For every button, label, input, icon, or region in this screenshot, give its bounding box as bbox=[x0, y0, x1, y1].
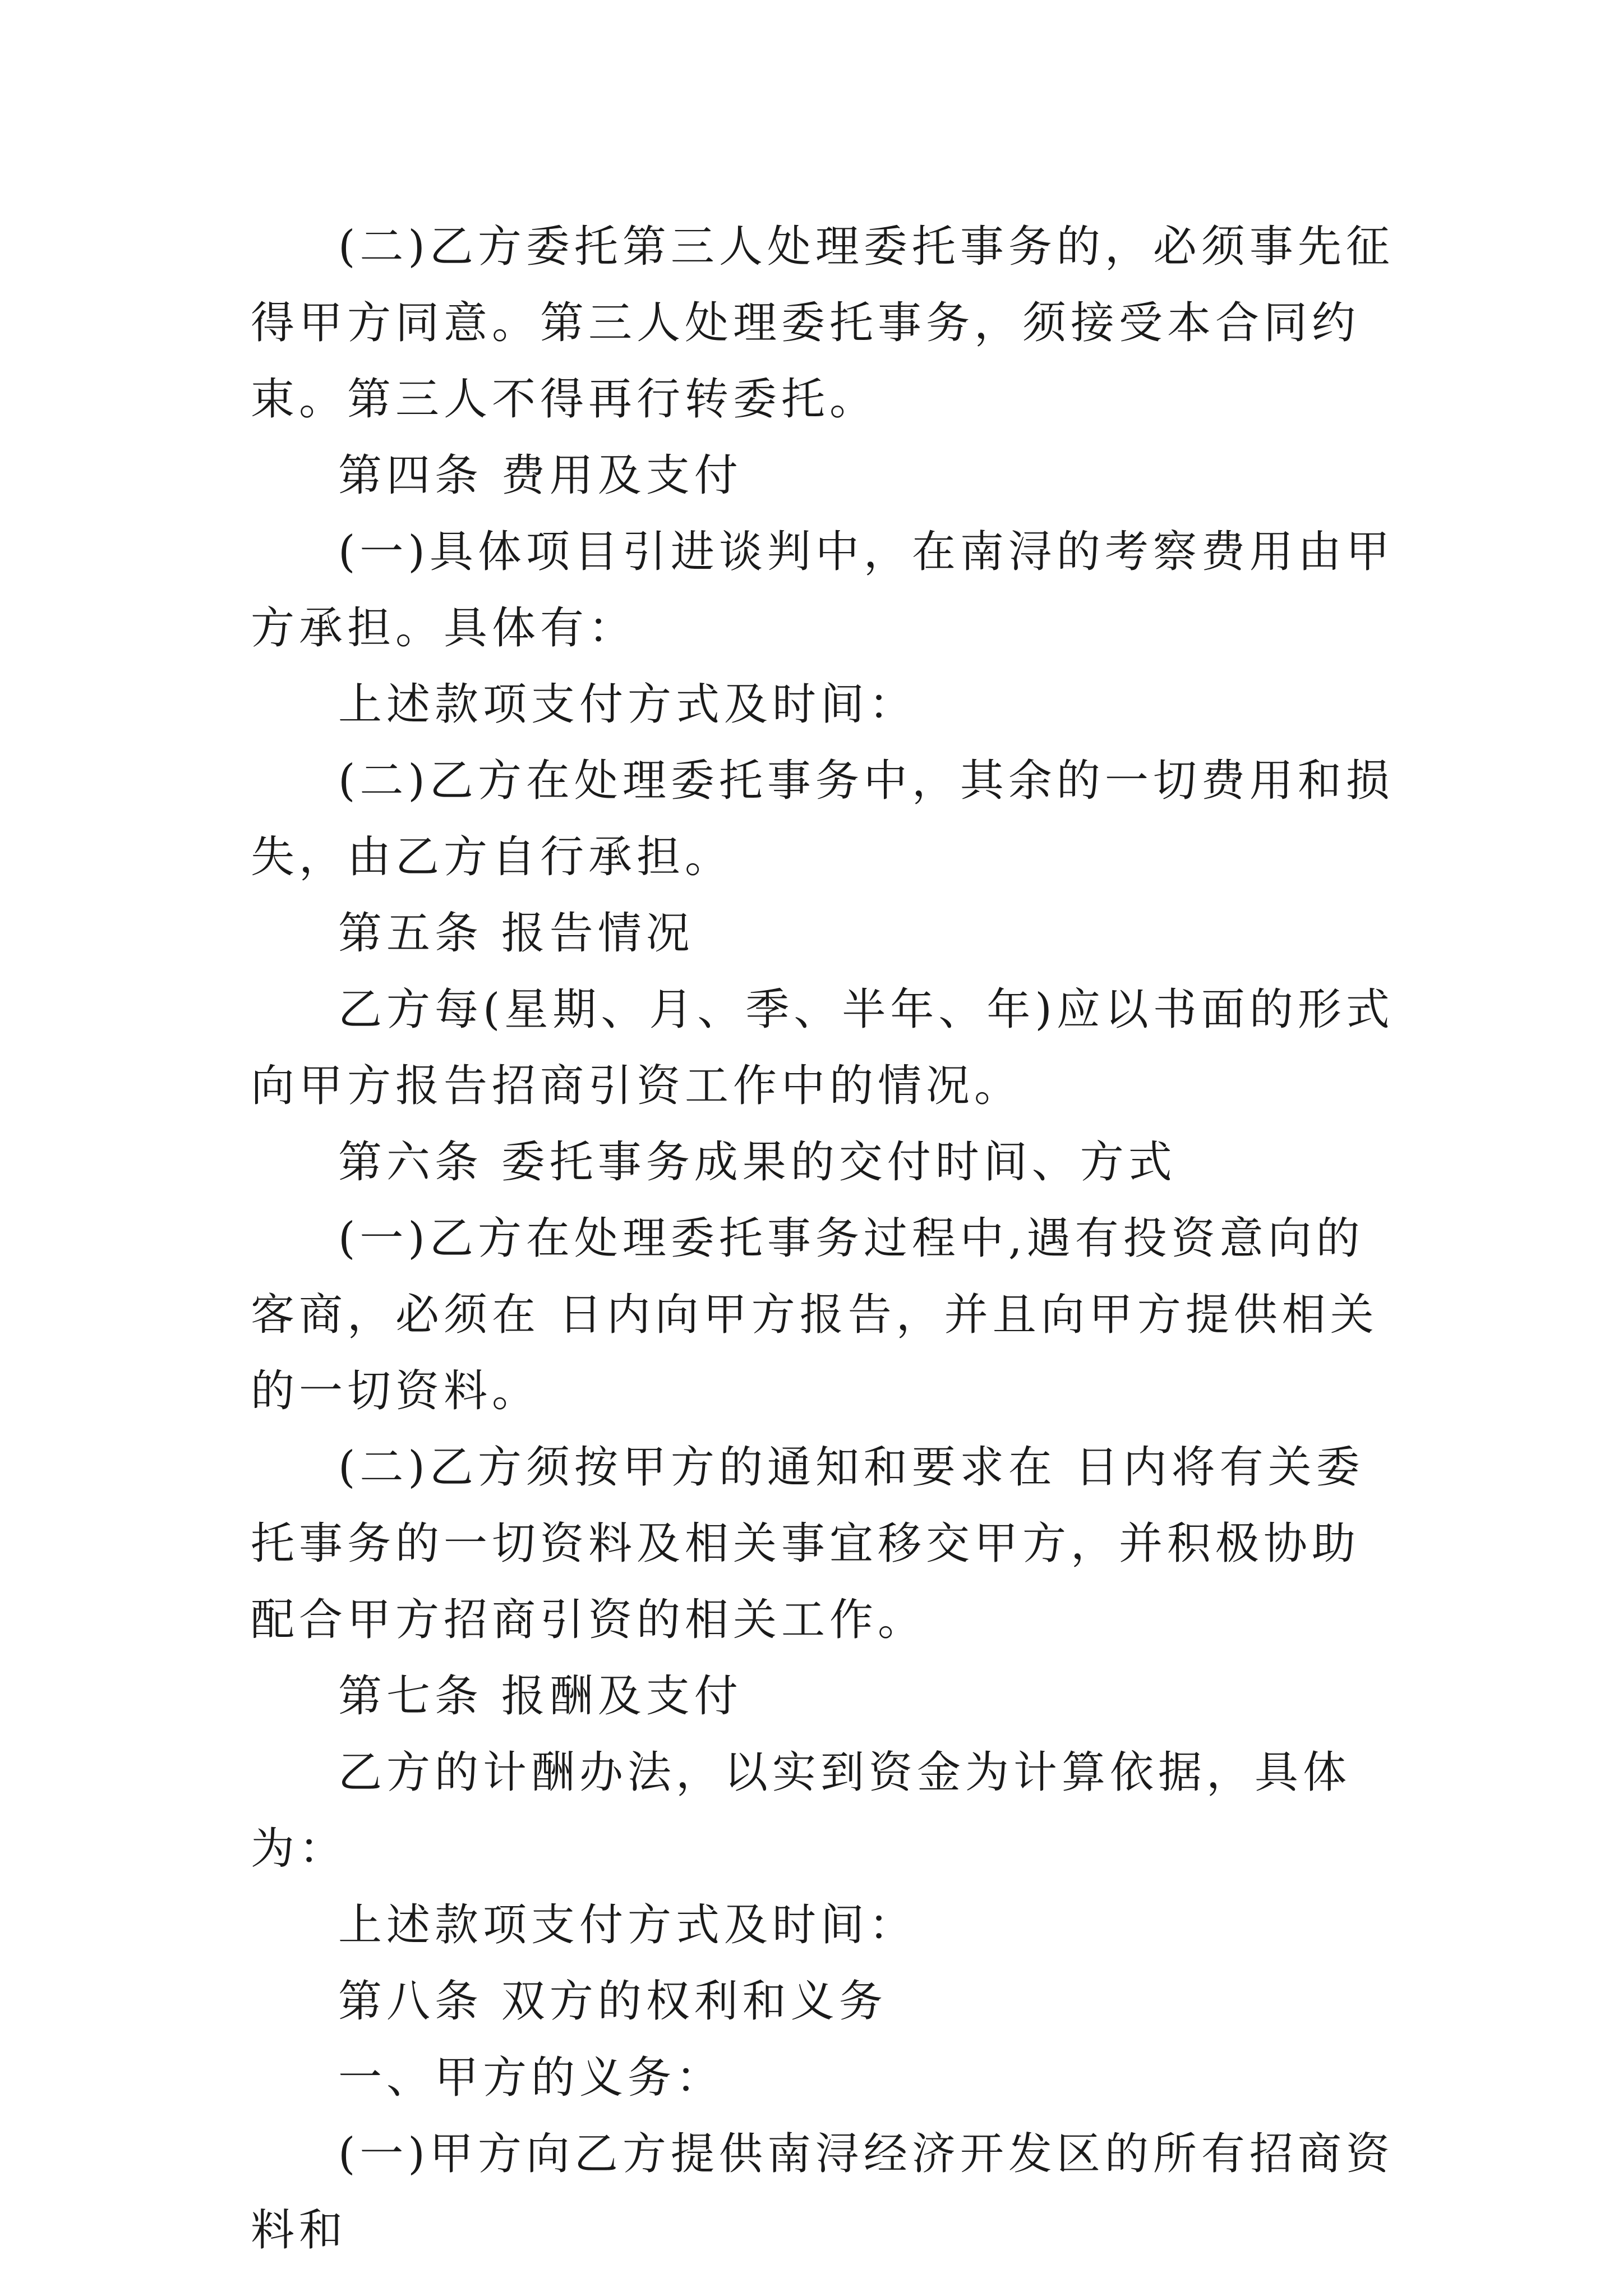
paragraph-9: (一)乙方在处理委托事务过程中,遇有投资意向的客商，必须在 日内向甲方报告，并且向甲方提供相关的一切资料。 bbox=[251, 1213, 1378, 1416]
article-4-heading: 第四条 费用及支付 bbox=[338, 450, 743, 501]
article-7-heading: 第七条 报酬及支付 bbox=[338, 1671, 743, 1722]
paragraph-10: (二)乙方须按甲方的通知和要求在 日内将有关委托事务的一切资料及相关事宜移交甲方，并积极协助配合甲方招商引资的相关工作。 bbox=[251, 1442, 1364, 1645]
paragraph-4: 上述款项支付方式及时间： bbox=[338, 679, 917, 730]
article-6-heading: 第六条 委托事务成果的交付时间、方式 bbox=[338, 1137, 1177, 1188]
paragraph-7: 乙方每(星期、月、季、半年、年)应以书面的形式向甲方报告招商引资工作中的情况。 bbox=[251, 984, 1394, 1111]
paragraph-13: 上述款项支付方式及时间： bbox=[338, 1900, 917, 1950]
paragraph-15: 一、甲方的义务： bbox=[338, 2053, 725, 2103]
paragraph-16: (一)甲方向乙方提供南浔经济开发区的所有招商资料和 bbox=[251, 2129, 1394, 2256]
paragraph-12: 乙方的计酬办法，以实到资金为计算依据，具体为： bbox=[251, 1747, 1352, 1874]
document-body bbox=[251, 209, 1395, 2269]
article-8-heading: 第八条 双方的权利和义务 bbox=[338, 1976, 887, 2027]
paragraph-5: (二)乙方在处理委托事务中，其余的一切费用和损失，由乙方自行承担。 bbox=[251, 756, 1394, 882]
paragraph-1: (二)乙方委托第三人处理委托事务的，必须事先征得甲方同意。第三人处理委托事务，须接受本合同约束。第三人不得再行转委托。 bbox=[251, 222, 1394, 425]
paragraph-3: (一)具体项目引进谈判中，在南浔的考察费用由甲方承担。具体有： bbox=[251, 527, 1394, 654]
article-5-heading: 第五条 报告情况 bbox=[338, 908, 694, 959]
